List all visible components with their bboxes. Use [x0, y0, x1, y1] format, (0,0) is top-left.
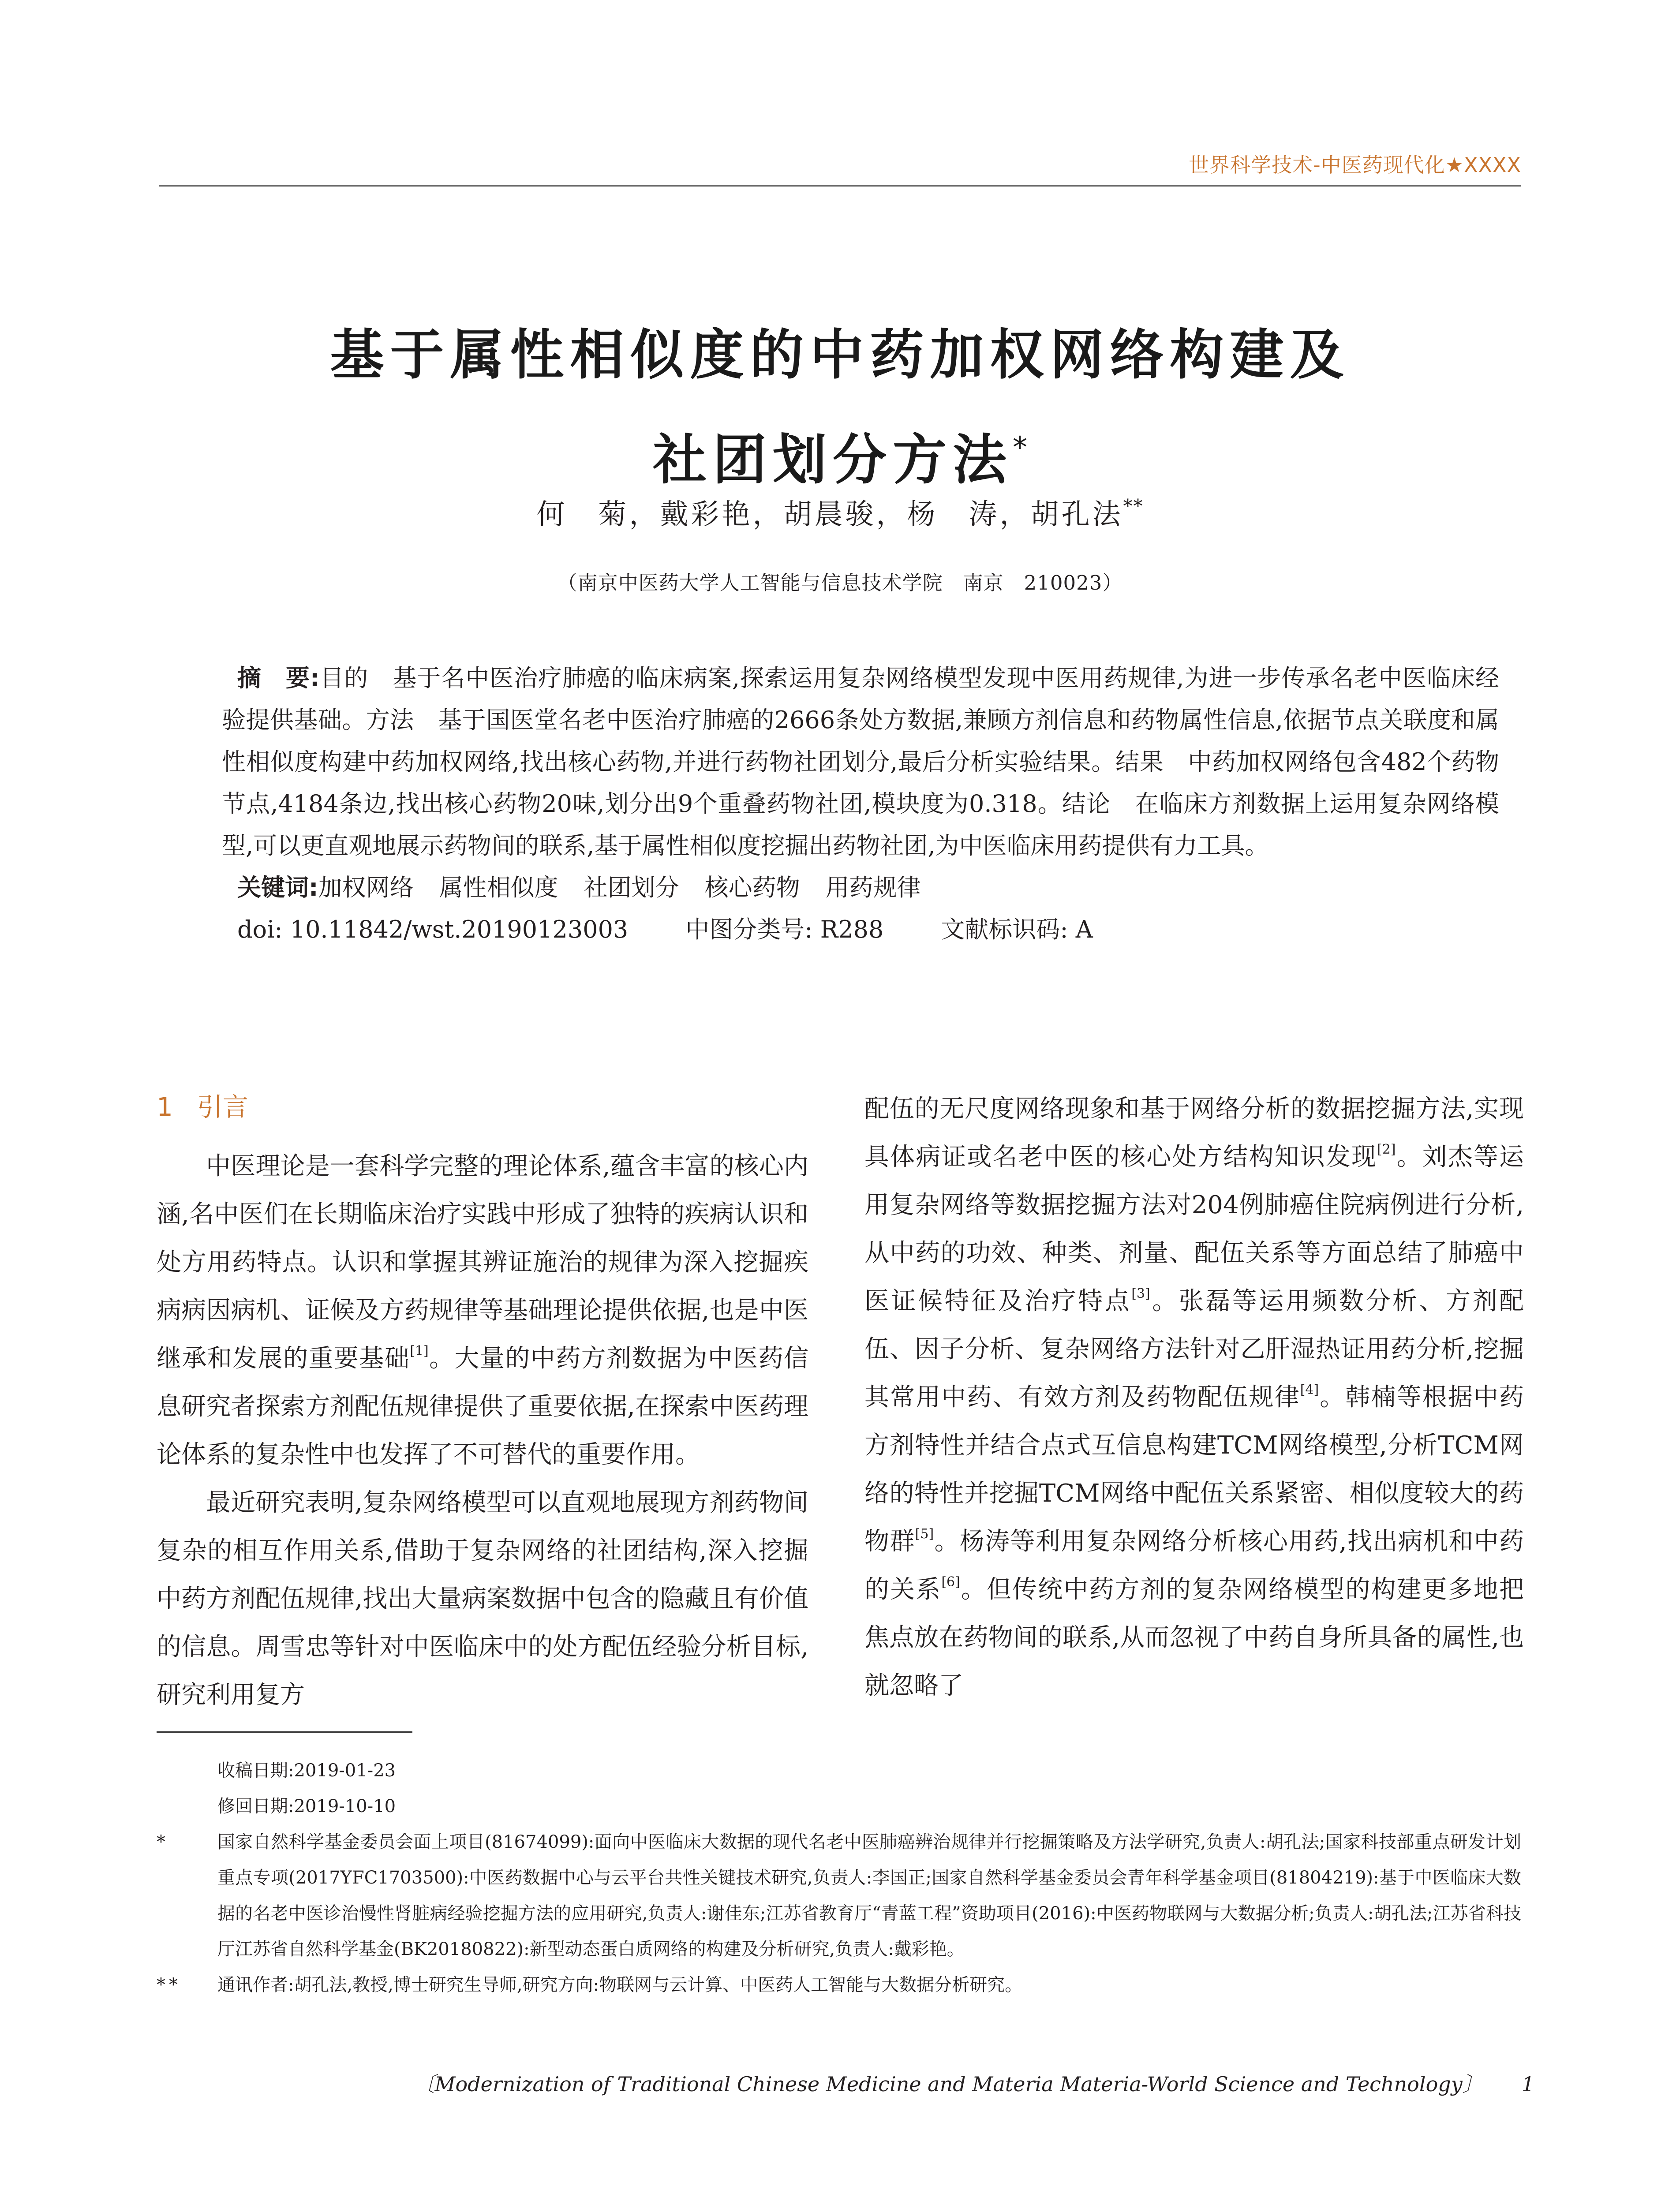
- body-text: 。韩楠等根据中药方剂特性并结合点式互信息构建TCM网络模型,分析TCM网络的特性并挖掘TCM网络中配伍关系紧密、相似度较大的药物群: [864, 1383, 1524, 1556]
- paper-title: [132, 309, 1548, 506]
- corresponding-author-note: [157, 1967, 1521, 2003]
- author-names: 何 菊，戴彩艳，胡晨骏，杨 涛，胡孔法: [536, 498, 1123, 531]
- footnotes: [157, 1753, 1521, 2003]
- section-title: 引言: [197, 1092, 248, 1122]
- funding-text: 国家自然科学基金委员会面上项目(81674099):面向中医临床大数据的现代名老中医肺癌辨治规律并行挖掘策略及方法学研究,负责人:胡孔法;国家科技部重点研发计划重点专项(2017YFC1703500):中医药数据中心与云平台共性关键技术研究,负责人:李国正;国家自然科学基金委员会青年科学基金项目(81804219):基于中医临床大数据的名老中医诊治慢性肾脏病经验挖掘方法的应用研究,负责人:谢佳东;江苏省教育厅“青蓝工程”资助项目(2016):中医药物联网与大数据分析;负责人:胡孔法;江苏省科技厅江苏省自然科学基金(BK20180822):新型动态蛋白质网络的构建及分析研究,负责人:戴彩艳。: [217, 1832, 1521, 1959]
- affiliation: （南京中医药大学人工智能与信息技术学院 南京 210023）: [557, 571, 1123, 594]
- received-date: 收稿日期:2019-01-23: [217, 1760, 396, 1781]
- right-column: [864, 1085, 1524, 1710]
- body-text: 。刘杰等运用复杂网络等数据挖掘方法对204例肺癌住院病例进行分析,从中药的功效、种类、剂量、配伍关系等方面总结了肺癌中医证候特征及治疗特点: [864, 1143, 1524, 1316]
- author-list: [132, 492, 1548, 532]
- citation[interactable]: [6]: [941, 1574, 960, 1590]
- funding-note: [157, 1824, 1521, 1967]
- document-code: 文献标识码: A: [941, 916, 1093, 943]
- keyword: 属性相似度: [439, 874, 558, 901]
- footnote-divider: [157, 1731, 412, 1733]
- keyword: 用药规律: [825, 874, 921, 901]
- title-line-1: 基于属性相似度的中药加权网络构建及: [330, 324, 1350, 386]
- journal-header: 世界科学技术-中医药现代化★XXXX: [1189, 153, 1521, 177]
- section-number: 1: [157, 1092, 173, 1122]
- funding-mark: *: [157, 1832, 169, 1852]
- body-text: 。张磊等运用频数分析、方剂配伍、因子分析、复杂网络方法针对乙肝湿热证用药分析,挖掘其常用中药、有效方剂及药物配伍规律: [864, 1287, 1524, 1412]
- title-line-2: [132, 401, 1548, 506]
- citation[interactable]: [4]: [1300, 1382, 1319, 1398]
- abstract-label: 摘 要:: [237, 664, 320, 692]
- abstract-block: [222, 657, 1499, 950]
- citation[interactable]: [2]: [1377, 1142, 1396, 1157]
- footer-journal: 〔Modernization of Traditional Chinese Medicine and Materia Materia-World Science and Technology〕: [414, 2072, 1483, 2096]
- keyword: 加权网络: [318, 874, 414, 901]
- title-footnote-mark: *: [1013, 430, 1027, 464]
- doi-line: [222, 908, 1499, 950]
- left-column: [157, 1085, 808, 1719]
- abstract-paragraph: [222, 657, 1499, 867]
- header-divider: [159, 185, 1521, 187]
- keyword: 社团划分: [584, 874, 679, 901]
- keyword: 核心药物: [704, 874, 800, 901]
- keywords-label: 关键词:: [237, 874, 318, 901]
- title-line-2-text: 社团划分方法: [653, 429, 1013, 491]
- body-text: 。大量的中药方剂数据为中医药信息研究者探索方剂配伍规律提供了重要依据,在探索中医药理论体系的复杂性中也发挥了不可替代的重要作用。: [157, 1344, 809, 1469]
- body-paragraph: [157, 1479, 808, 1719]
- corresponding-note-text: 通讯作者:胡孔法,教授,博士研究生导师,研究方向:物联网与云计算、中医药人工智能与大数据分析研究。: [217, 1975, 1023, 1995]
- body-text: 中医理论是一套科学完整的理论体系,蕴含丰富的核心内涵,名中医们在长期临床治疗实践中形成了独特的疾病认识和处方用药特点。认识和掌握其辨证施治的规律为深入挖掘疾病病因病机、证候及方药规律等基础理论提供依据,也是中医继承和发展的重要基础: [157, 1152, 808, 1373]
- body-paragraph: [864, 1085, 1524, 1710]
- body-paragraph: [157, 1142, 808, 1479]
- corresponding-note-mark: **: [157, 1975, 181, 1995]
- doi: doi: 10.11842/wst.20190123003: [237, 916, 629, 943]
- page-footer: [414, 2068, 1534, 2097]
- body-text: 。杨涛等利用复杂网络分析核心用药,找出病机和中药的关系: [864, 1527, 1524, 1604]
- citation[interactable]: [5]: [915, 1526, 934, 1542]
- clc-number: 中图分类号: R288: [685, 916, 884, 943]
- corresponding-mark: **: [1123, 495, 1144, 517]
- body-text: 最近研究表明,复杂网络模型可以直观地展现方剂药物间复杂的相互作用关系,借助于复杂网络的社团结构,深入挖掘中药方剂配伍规律,找出大量病案数据中包含的隐藏且有价值的信息。周雪忠等针对中医临床中的处方配伍经验分析目标,研究利用复方: [157, 1488, 808, 1709]
- body-text: 。但传统中药方剂的复杂网络模型的构建更多地把焦点放在药物间的联系,从而忽视了中药自身所具备的属性,也就忽略了: [864, 1575, 1524, 1700]
- abstract-text: 目的 基于名中医治疗肺癌的临床病案,探索运用复杂网络模型发现中医用药规律,为进一步传承名老中医临床经验提供基础。方法 基于国医堂名老中医治疗肺癌的2666条处方数据,兼顾方剂信息和药物属性信息,依据节点关联度和属性相似度构建中药加权网络,找出核心药物,并进行药物社团划分,最后分析实验结果。结果 中药加权网络包含482个药物节点,4184条边,找出核心药物20味,划分出9个重叠药物社团,模块度为0.318。结论 在临床方剂数据上运用复杂网络模型,可以更直观地展示药物间的联系,基于属性相似度挖掘出药物社团,为中医临床用药提供有力工具。: [222, 664, 1499, 860]
- section-heading: [157, 1085, 808, 1129]
- keywords-line: [222, 867, 1499, 908]
- revised-date: 修回日期:2019-10-10: [217, 1796, 396, 1816]
- body-text: 配伍的无尺度网络现象和基于网络分析的数据挖掘方法,实现具体病证或名老中医的核心处方结构知识发现: [864, 1095, 1524, 1171]
- citation[interactable]: [1]: [410, 1343, 429, 1359]
- citation[interactable]: [3]: [1131, 1286, 1150, 1301]
- page-number: 1: [1521, 2072, 1534, 2096]
